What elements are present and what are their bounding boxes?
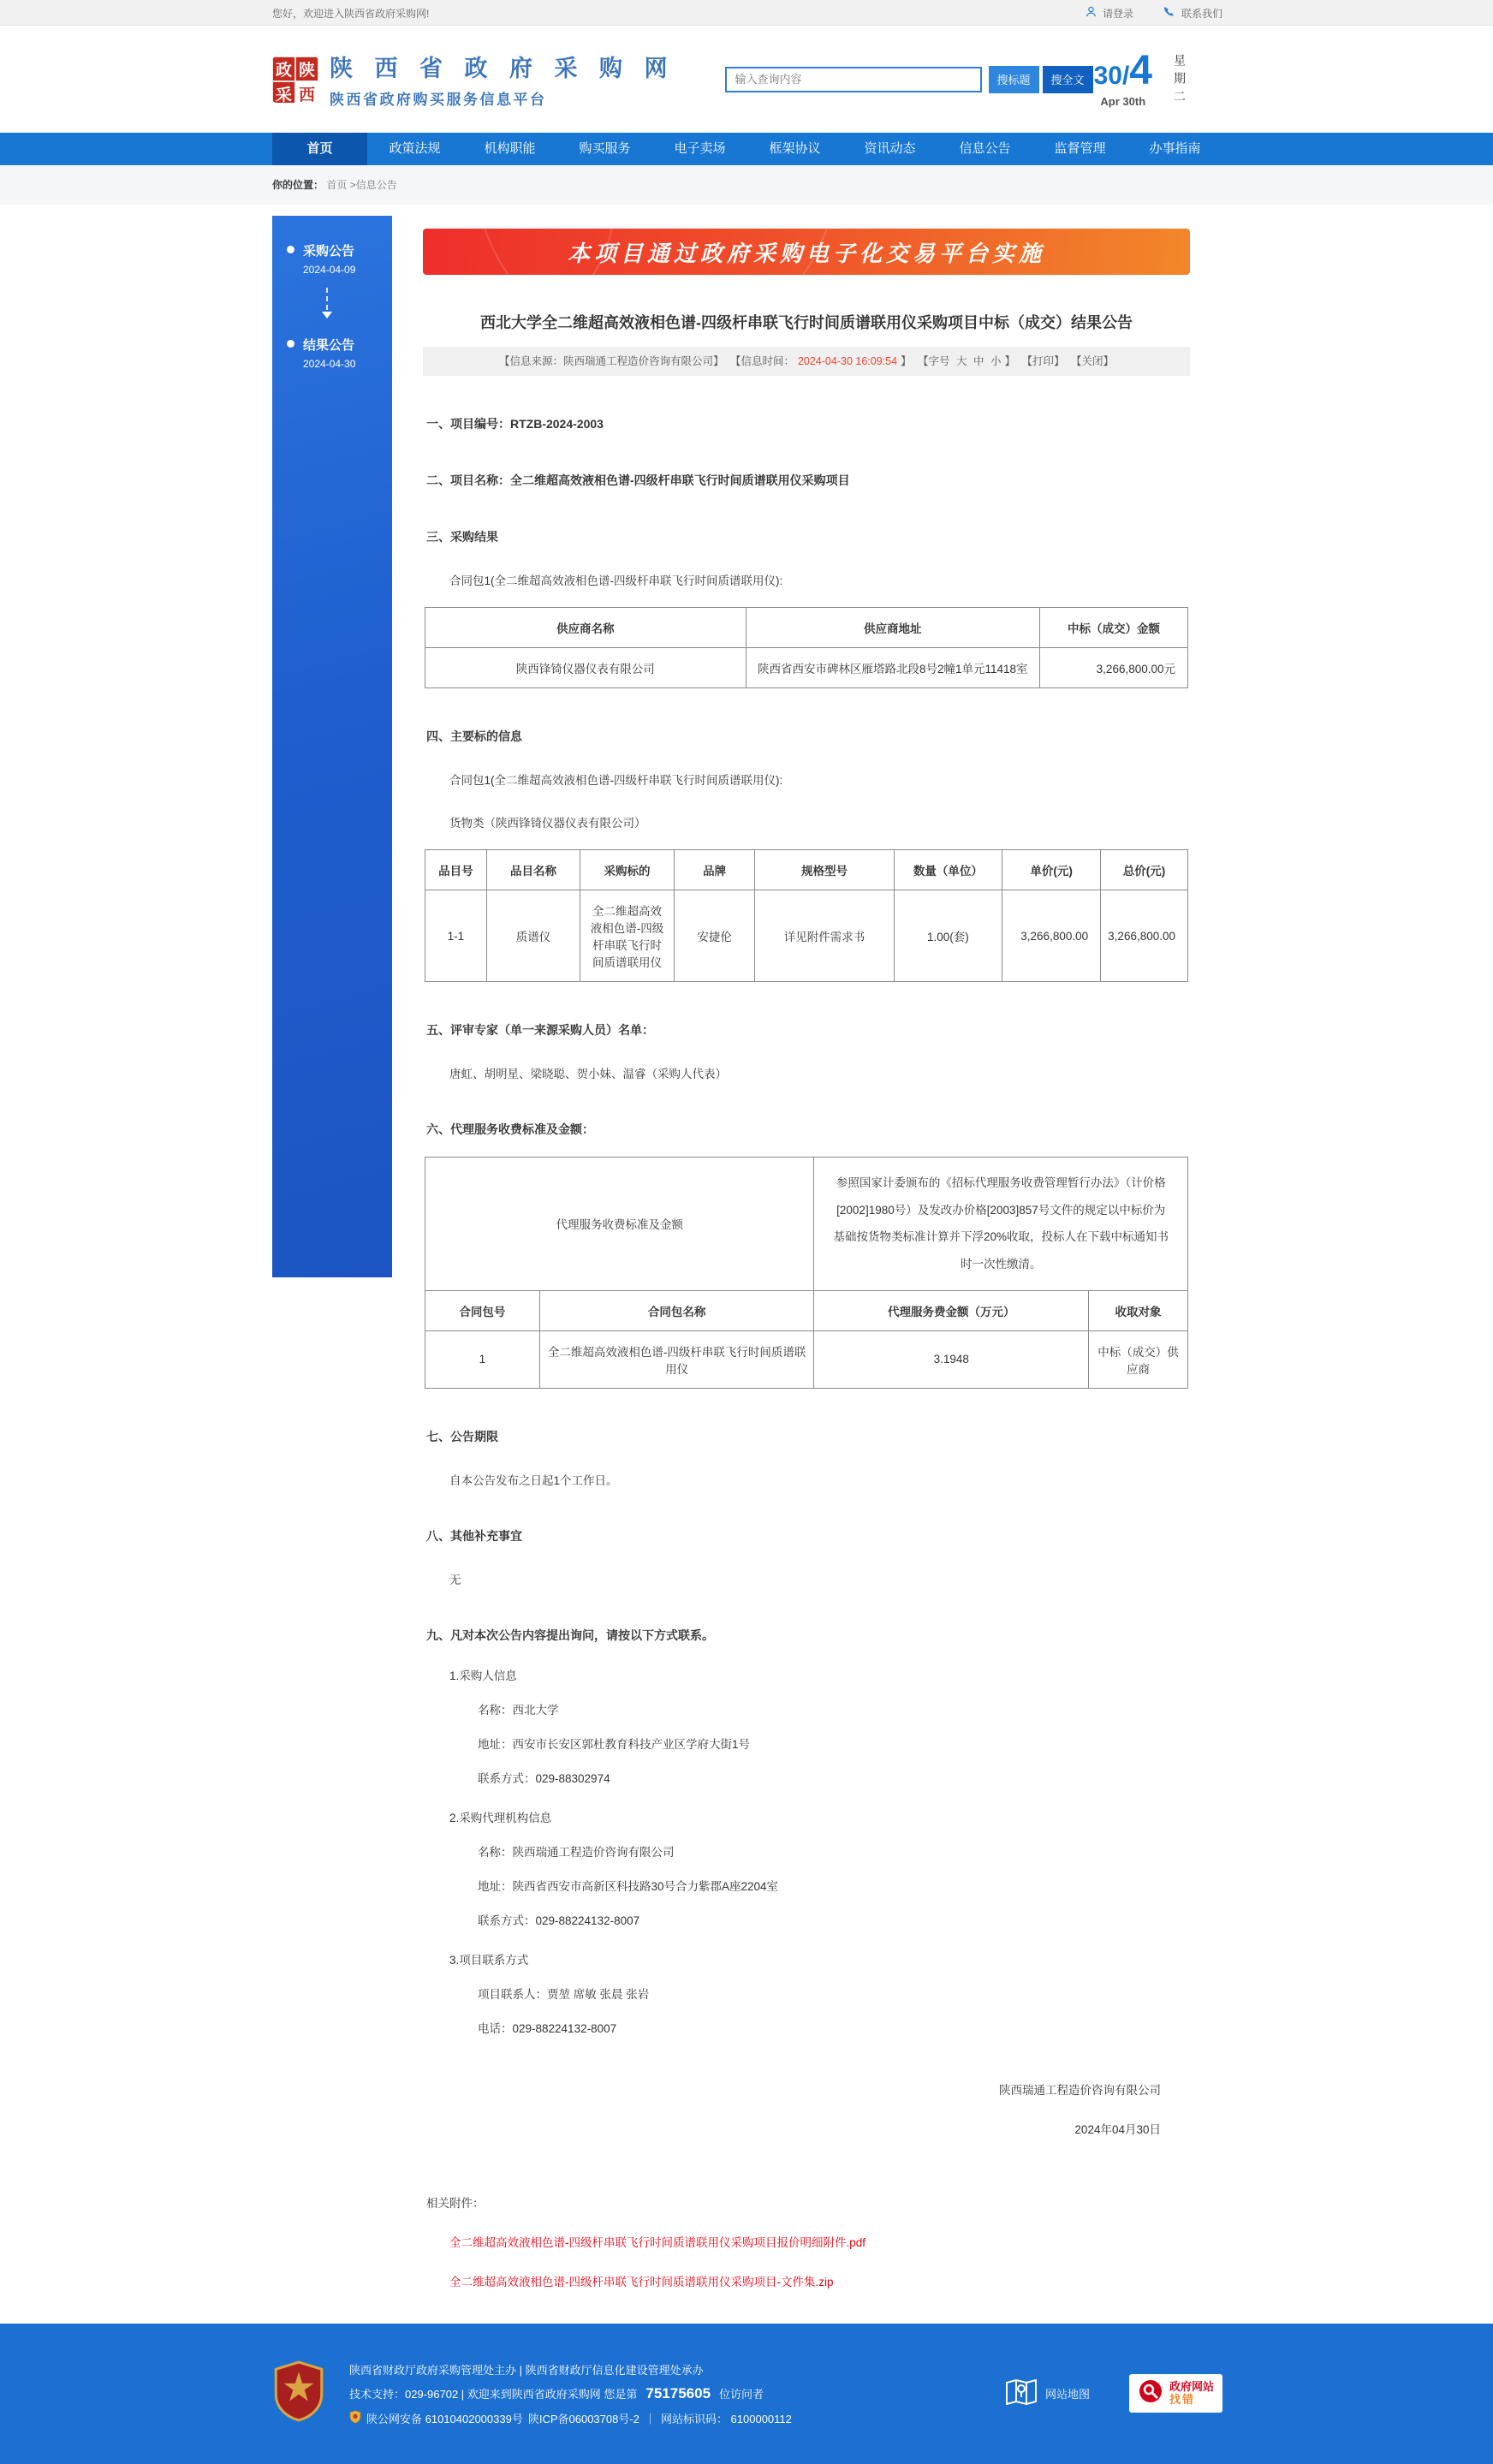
nav-item-guide[interactable]: 办事指南 — [1149, 141, 1201, 156]
supplier-table — [425, 607, 1188, 688]
fee-amount-header: 代理服务费金额（万元） — [814, 1290, 1089, 1330]
finance-shield-logo — [272, 2360, 325, 2426]
total-price-cell: 3,266,800.00 — [1101, 890, 1188, 982]
date-english: Apr 30th — [1100, 95, 1146, 108]
site-brand[interactable] — [272, 50, 675, 109]
table-header-row — [425, 1290, 1188, 1330]
nav-item-purchase-services[interactable]: 购买服务 — [579, 141, 631, 156]
announcement-title: 西北大学全二维超高效液相色谱-四级杆串联飞行时间质谱联用仪采购项目中标（成交）结果公告 — [480, 314, 1133, 331]
fontsize-medium-button[interactable]: 中 — [973, 355, 984, 367]
site-header — [0, 26, 1493, 133]
item-name-header: 品目名称 — [486, 850, 580, 890]
agency-name: 名称：陕西瑞通工程造价咨询有限公司 — [478, 1845, 675, 1859]
phone-icon — [1163, 5, 1176, 21]
purchaser-info-title: 1.采购人信息 — [449, 1669, 517, 1682]
timeline-dot — [287, 340, 294, 348]
footer-host-line: 陕西省财政厅政府采购管理处主办 | 陕西省财政厅信息化建设管理处承办 — [349, 2363, 704, 2377]
search-bar — [725, 66, 1093, 93]
platform-banner: 本项目通过政府采购电子化交易平台实施 — [423, 229, 1190, 275]
package-name-cell: 全二维超高效液相色谱-四级杆串联飞行时间质谱联用仪 — [539, 1330, 814, 1388]
package-no-header: 合同包号 — [425, 1290, 540, 1330]
table-row — [425, 1330, 1188, 1388]
nav-item-emall[interactable]: 电子卖场 — [674, 141, 726, 156]
purchaser-phone: 联系方式：029-88302974 — [478, 1771, 610, 1785]
top-utility-bar — [0, 0, 1493, 26]
item-no-header: 品目号 — [425, 850, 487, 890]
section-main-subject-info: 四、主要标的信息 — [426, 729, 522, 743]
agency-phone: 联系方式：029-88224132-8007 — [478, 1913, 640, 1927]
nav-item-framework[interactable]: 框架协议 — [769, 141, 821, 156]
subject-cell: 全二维超高效液相色谱-四级杆串联飞行时间质谱联用仪 — [580, 890, 675, 982]
attachment-pdf-link[interactable]: 全二维超高效液相色谱-四级杆串联飞行时间质谱联用仪采购项目报价明细附件.pdf — [449, 2235, 866, 2249]
award-amount-cell: 3,266,800.00元 — [1040, 648, 1188, 688]
date-numbers: 30/4 — [1093, 48, 1152, 93]
timeline-down-arrow-icon — [322, 288, 332, 324]
total-price-header: 总价(元) — [1101, 850, 1188, 890]
table-row — [425, 890, 1188, 982]
meta-source: 【信息来源：陕西瑞通工程造价咨询有限公司】 — [498, 355, 724, 367]
icp-link[interactable]: 陕ICP备06003708号-2 — [527, 2412, 639, 2425]
supplier-name-cell: 陕西锋锜仪器仪表有限公司 — [425, 648, 746, 688]
nav-item-news[interactable]: 资讯动态 — [864, 141, 916, 156]
welcome-text: 您好，欢迎进入陕西省政府采购网! — [272, 7, 430, 20]
other-matters-body: 无 — [449, 1573, 461, 1586]
table-row — [425, 648, 1188, 688]
breadcrumb — [0, 165, 1493, 205]
footer-support-line: 技术支持：029-96702 | 欢迎来到陕西省政府采购网 您是第 75175605 位访问者 — [349, 2384, 764, 2402]
agency-info-title: 2.采购代理机构信息 — [449, 1811, 552, 1824]
breadcrumb-separator: > — [347, 179, 356, 191]
section-announcement-period: 七、公告期限 — [426, 1429, 498, 1443]
search-input[interactable] — [725, 67, 982, 92]
table-header-row — [425, 608, 1188, 648]
section-project-name: 二、项目名称：全二维超高效液相色谱-四级杆串联飞行时间质谱联用仪采购项目 — [426, 473, 850, 487]
announcement-card — [392, 216, 1221, 2324]
nav-item-functions[interactable]: 机构职能 — [484, 141, 536, 156]
agency-address: 地址：陕西省西安市高新区科技路30号合力紫郡A座2204室 — [478, 1879, 779, 1893]
meta-fontsize-prefix: 【字号 — [918, 355, 950, 367]
item-name-cell: 质谱仪 — [486, 890, 580, 982]
section-procurement-result: 三、采购结果 — [426, 530, 498, 544]
brand-header: 品牌 — [674, 850, 755, 890]
map-icon — [1006, 2379, 1037, 2407]
attachment-zip-link[interactable]: 全二维超高效液相色谱-四级杆串联飞行时间质谱联用仪采购项目-文件集.zip — [449, 2275, 834, 2288]
magnifier-icon — [1138, 2378, 1163, 2408]
site-logo: 政 陕 采 西 — [272, 57, 318, 103]
project-phone: 电话：029-88224132-8007 — [478, 2021, 617, 2035]
goods-category-note: 货物类（陕西锋锜仪器仪表有限公司） — [449, 817, 646, 830]
section-contact-info: 九、凡对本次公告内容提出询问，请按以下方式联系。 — [426, 1628, 714, 1642]
site-footer — [0, 2324, 1493, 2464]
quantity-header: 数量（单位） — [894, 850, 1002, 890]
print-button[interactable]: 【打印】 — [1021, 355, 1065, 367]
site-subtitle: 陕西省政府购买服务信息平台 — [330, 92, 547, 108]
attachments-block — [392, 2193, 1221, 2289]
package-no-cell: 1 — [425, 1330, 540, 1388]
quantity-cell: 1.00(套) — [894, 890, 1002, 982]
police-badge-icon — [349, 2410, 361, 2426]
purchaser-name: 名称：西北大学 — [478, 1703, 559, 1717]
project-contact-title: 3.项目联系方式 — [449, 1953, 529, 1967]
announcement-meta-bar: 【信息来源：陕西瑞通工程造价咨询有限公司】 【信息时间： 2024-04-30 16:09:54 】 【字号 大 中 小 】 【打印】 【关闭】 — [423, 347, 1190, 376]
project-contacts: 项目联系人：贾堃 席敏 张晨 张岩 — [478, 1987, 650, 2001]
purchaser-address: 地址：西安市长安区郭杜教育科技产业区学府大街1号 — [478, 1737, 751, 1751]
signoff-block — [392, 2080, 1221, 2137]
supplier-address-header: 供应商地址 — [746, 608, 1040, 648]
package-name-header: 合同包名称 — [539, 1290, 814, 1330]
user-icon — [1085, 5, 1097, 21]
login-link[interactable]: 请登录 — [1085, 5, 1133, 21]
breadcrumb-home-link[interactable]: 首页 — [326, 179, 348, 191]
section-project-number: 一、项目编号：RTZB-2024-2003 — [426, 417, 604, 431]
site-title: 陕 西 省 政 府 采 购 网 — [330, 56, 675, 81]
footer-registration-line: 陕公网安备 61010402000339号 陕ICP备06003708号-2 ｜ 网站标识码： 6100000112 — [349, 2410, 792, 2426]
fee-amount-cell: 3.1948 — [814, 1330, 1089, 1388]
timeline-item-result-notice[interactable]: 结果公告 2024-04-30 — [272, 336, 392, 370]
weekday-label: 星期二 — [1173, 54, 1187, 108]
breadcrumb-label: 你的位置： — [272, 179, 324, 191]
brand-cell: 安捷伦 — [674, 890, 755, 982]
fee-standard-label-cell: 代理服务收费标准及金额 — [425, 1158, 814, 1291]
item-no-cell: 1-1 — [425, 890, 487, 982]
nav-item-home[interactable]: 首页 — [272, 133, 367, 165]
main-content-area — [0, 205, 1493, 2324]
fee-payer-cell: 中标（成交）供应商 — [1089, 1330, 1188, 1388]
contract-package-note: 合同包1(全二维超高效液相色谱-四级杆串联飞行时间质谱联用仪): — [449, 774, 783, 787]
announcement-timeline — [272, 216, 392, 1277]
announcement-period-body: 自本公告发布之日起1个工作日。 — [449, 1473, 618, 1487]
visitor-count: 75175605 — [645, 2384, 711, 2402]
unit-price-header: 单价(元) — [1002, 850, 1101, 890]
breadcrumb-current: 信息公告 — [355, 179, 397, 191]
fee-payer-header: 收取对象 — [1089, 1290, 1188, 1330]
beian-link[interactable]: 陕公网安备 61010402000339号 — [366, 2412, 523, 2425]
subject-header: 采购标的 — [580, 850, 675, 890]
nav-item-supervision[interactable]: 监督管理 — [1054, 141, 1106, 156]
search-title-button[interactable]: 搜标题 — [989, 66, 1039, 93]
timeline-item-procurement-notice[interactable]: 采购公告 2024-04-09 — [272, 241, 392, 276]
supplier-address-cell: 陕西省西安市碑林区雁塔路北段8号2幢1单元11418室 — [746, 648, 1040, 688]
item-table — [425, 849, 1188, 982]
main-nav — [0, 133, 1493, 165]
table-row — [425, 1158, 1188, 1291]
agency-fee-table — [425, 1157, 1188, 1389]
nav-item-announcements[interactable]: 信息公告 — [959, 141, 1011, 156]
date-widget — [1093, 48, 1222, 108]
nav-item-policies[interactable]: 政策法规 — [389, 141, 441, 156]
spec-header: 规格型号 — [755, 850, 894, 890]
close-button[interactable]: 【关闭】 — [1071, 355, 1115, 367]
sitemap-link[interactable]: 网站地图 — [1006, 2379, 1090, 2407]
supplier-name-header: 供应商名称 — [425, 608, 746, 648]
section-agency-fee: 六、代理服务收费标准及金额： — [426, 1122, 594, 1136]
contract-package-note: 合同包1(全二维超高效液相色谱-四级杆串联飞行时间质谱联用仪): — [449, 574, 783, 587]
spec-cell: 详见附件需求书 — [755, 890, 894, 982]
timeline-dot — [287, 246, 294, 253]
unit-price-cell: 3,266,800.00 — [1002, 890, 1101, 982]
contact-us-link[interactable]: 联系我们 — [1163, 5, 1222, 21]
gov-site-error-report-badge[interactable]: 政府网站 找错 — [1129, 2374, 1222, 2413]
section-other-matters: 八、其他补充事宜 — [426, 1528, 522, 1543]
fontsize-small-button[interactable]: 小 — [990, 355, 1002, 367]
meta-time: 2024-04-30 16:09:54 — [797, 355, 898, 367]
meta-time-prefix: 【信息时间： — [729, 355, 794, 367]
section-experts: 五、评审专家（单一来源采购人员）名单： — [426, 1023, 654, 1037]
signoff-date: 2024年04月30日 — [1074, 2122, 1161, 2136]
experts-list: 唐虹、胡明星、梁晓聪、贺小妹、温睿（采购人代表） — [449, 1068, 727, 1080]
signoff-company: 陕西瑞通工程造价咨询有限公司 — [999, 2083, 1161, 2097]
fontsize-large-button[interactable]: 大 — [956, 355, 967, 367]
site-code: 网站标识码： 6100000112 — [660, 2412, 792, 2425]
fee-standard-description-cell: 参照国家计委颁布的《招标代理服务收费管理暂行办法》（计价格[2002]1980号）及发改办价格[2003]857号文件的规定以中标价为基础按货物类标准计算并下浮20%收取，投标人在下载中标通知书时一次性缴清。 — [814, 1158, 1188, 1291]
table-header-row — [425, 850, 1188, 890]
attachments-label: 相关附件： — [426, 2196, 485, 2210]
search-fulltext-button[interactable]: 搜全文 — [1043, 66, 1093, 93]
award-amount-header: 中标（成交）金额 — [1040, 608, 1188, 648]
